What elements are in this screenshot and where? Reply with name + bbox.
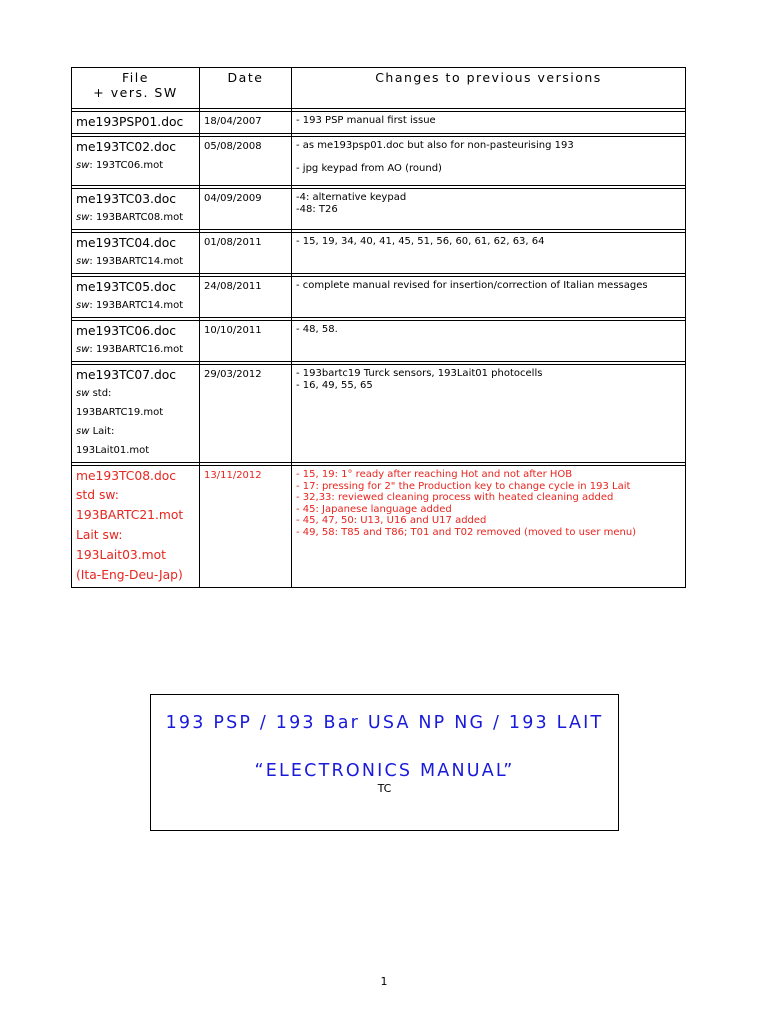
software-version xyxy=(76,156,195,175)
change-line xyxy=(296,152,681,163)
latest-changes xyxy=(292,466,686,588)
file-name: me193TC04.doc xyxy=(76,236,177,250)
change-line: - 193 PSP manual first issue xyxy=(296,115,436,126)
date-cell: 05/08/2008 xyxy=(200,137,292,186)
changes-cell xyxy=(292,321,686,362)
latest-change-line: - 15, 19: 1° ready after reaching Hot and not after HOB xyxy=(296,469,573,480)
latest-sw-lait: 193Lait03.mot xyxy=(76,548,166,562)
table-row xyxy=(72,112,686,134)
latest-change-line: - 45, 47, 50: U13, U16 and U17 added xyxy=(296,515,487,526)
software-version xyxy=(76,384,195,403)
software-version xyxy=(76,422,195,441)
sw-value: Lait: xyxy=(89,426,115,437)
change-line: -48: T26 xyxy=(296,203,338,215)
sw-value: : 193BARTC08.mot xyxy=(89,212,184,223)
header-changes: Changes to previous versions xyxy=(292,68,686,109)
sw-value: : 193TC06.mot xyxy=(89,160,164,171)
table-row xyxy=(72,277,686,318)
sw-value: std: xyxy=(89,388,112,399)
latest-languages: (Ita-Eng-Deu-Jap) xyxy=(76,568,183,582)
latest-sw-std: 193BARTC21.mot xyxy=(76,508,184,522)
manual-title: “ELECTRONICS MANUAL” xyxy=(254,761,515,781)
date-cell: 29/03/2012 xyxy=(200,365,292,463)
file-cell xyxy=(72,137,200,186)
software-version xyxy=(76,252,195,271)
header-file: File + vers. SW xyxy=(72,68,200,109)
sw-value: 193Lait01.mot xyxy=(76,445,150,456)
file-cell xyxy=(72,112,200,134)
date-cell: 18/04/2007 xyxy=(200,112,292,134)
revision-table xyxy=(71,67,686,588)
latest-change-line: - 45: Japanese language added xyxy=(296,503,452,515)
change-line: - 16, 49, 55, 65 xyxy=(296,379,373,391)
document-title-box xyxy=(150,694,619,831)
table-row xyxy=(72,137,686,186)
file-cell xyxy=(72,233,200,274)
product-title: 193 PSP / 193 Bar USA NP NG / 193 LAIT xyxy=(165,713,604,733)
change-line: -4: alternative keypad xyxy=(296,192,407,203)
table-header-row xyxy=(72,68,686,109)
sw-value: : 193BARTC14.mot xyxy=(89,256,184,267)
changes-cell xyxy=(292,137,686,186)
sw-label: sw xyxy=(76,212,90,223)
manual-subtitle: TC xyxy=(377,782,392,795)
table-row xyxy=(72,321,686,362)
date-cell: 24/08/2011 xyxy=(200,277,292,318)
file-name: me193TC05.doc xyxy=(76,280,177,294)
sw-value: : 193BARTC16.mot xyxy=(89,344,184,355)
change-line: - 48, 58. xyxy=(296,324,338,335)
file-name: me193PSP01.doc xyxy=(76,115,184,129)
latest-file-name: me193TC08.doc xyxy=(76,469,177,483)
change-line: - 15, 19, 34, 40, 41, 45, 51, 56, 60, 61, 62, 63, 64 xyxy=(296,236,545,247)
date-cell: 04/09/2009 xyxy=(200,189,292,230)
sw-label: sw xyxy=(76,160,90,171)
latest-change-line: - 17: pressing for 2" the Production key to change cycle in 193 Lait xyxy=(296,480,631,492)
change-line: - complete manual revised for insertion/correction of Italian messages xyxy=(296,280,648,291)
software-version xyxy=(76,296,195,315)
changes-cell xyxy=(292,189,686,230)
latest-change-line: - 49, 58: T85 and T86; T01 and T02 removed (moved to user menu) xyxy=(296,526,637,538)
sw-value: : 193BARTC14.mot xyxy=(89,300,184,311)
changes-cell xyxy=(292,233,686,274)
page-number: 1 xyxy=(380,975,388,988)
date-cell: 10/10/2011 xyxy=(200,321,292,362)
file-cell xyxy=(72,321,200,362)
latest-date: 13/11/2012 xyxy=(200,466,292,588)
changes-cell xyxy=(292,365,686,463)
latest-sw-label-lait: Lait sw: xyxy=(76,528,123,542)
file-cell xyxy=(72,189,200,230)
file-name: me193TC03.doc xyxy=(76,192,177,206)
change-line: - jpg keypad from AO (round) xyxy=(296,162,442,174)
header-date: Date xyxy=(200,68,292,109)
table-row xyxy=(72,189,686,230)
software-version xyxy=(76,403,195,422)
sw-label: sw xyxy=(76,344,90,355)
sw-label: sw xyxy=(76,388,90,399)
changes-cell xyxy=(292,277,686,318)
software-version xyxy=(76,441,195,460)
table-row-latest xyxy=(72,466,686,588)
latest-file-cell xyxy=(72,466,200,588)
change-line: - as me193psp01.doc but also for non-pasteurising 193 xyxy=(296,140,574,151)
table-row xyxy=(72,233,686,274)
file-cell xyxy=(72,365,200,463)
sw-label: sw xyxy=(76,256,90,267)
file-name: me193TC02.doc xyxy=(76,140,177,154)
change-line: - 193bartc19 Turck sensors, 193Lait01 photocells xyxy=(296,368,543,379)
file-name: me193TC06.doc xyxy=(76,324,177,338)
file-name: me193TC07.doc xyxy=(76,368,177,382)
software-version xyxy=(76,208,195,227)
file-cell xyxy=(72,277,200,318)
latest-sw-label-std: std sw: xyxy=(76,488,119,502)
software-version xyxy=(76,340,195,359)
sw-label: sw xyxy=(76,300,90,311)
sw-value: 193BARTC19.mot xyxy=(76,407,164,418)
table-row xyxy=(72,365,686,463)
latest-change-line: - 32,33: reviewed cleaning process with heated cleaning added xyxy=(296,492,614,503)
sw-label: sw xyxy=(76,426,90,437)
date-cell: 01/08/2011 xyxy=(200,233,292,274)
changes-cell xyxy=(292,112,686,134)
